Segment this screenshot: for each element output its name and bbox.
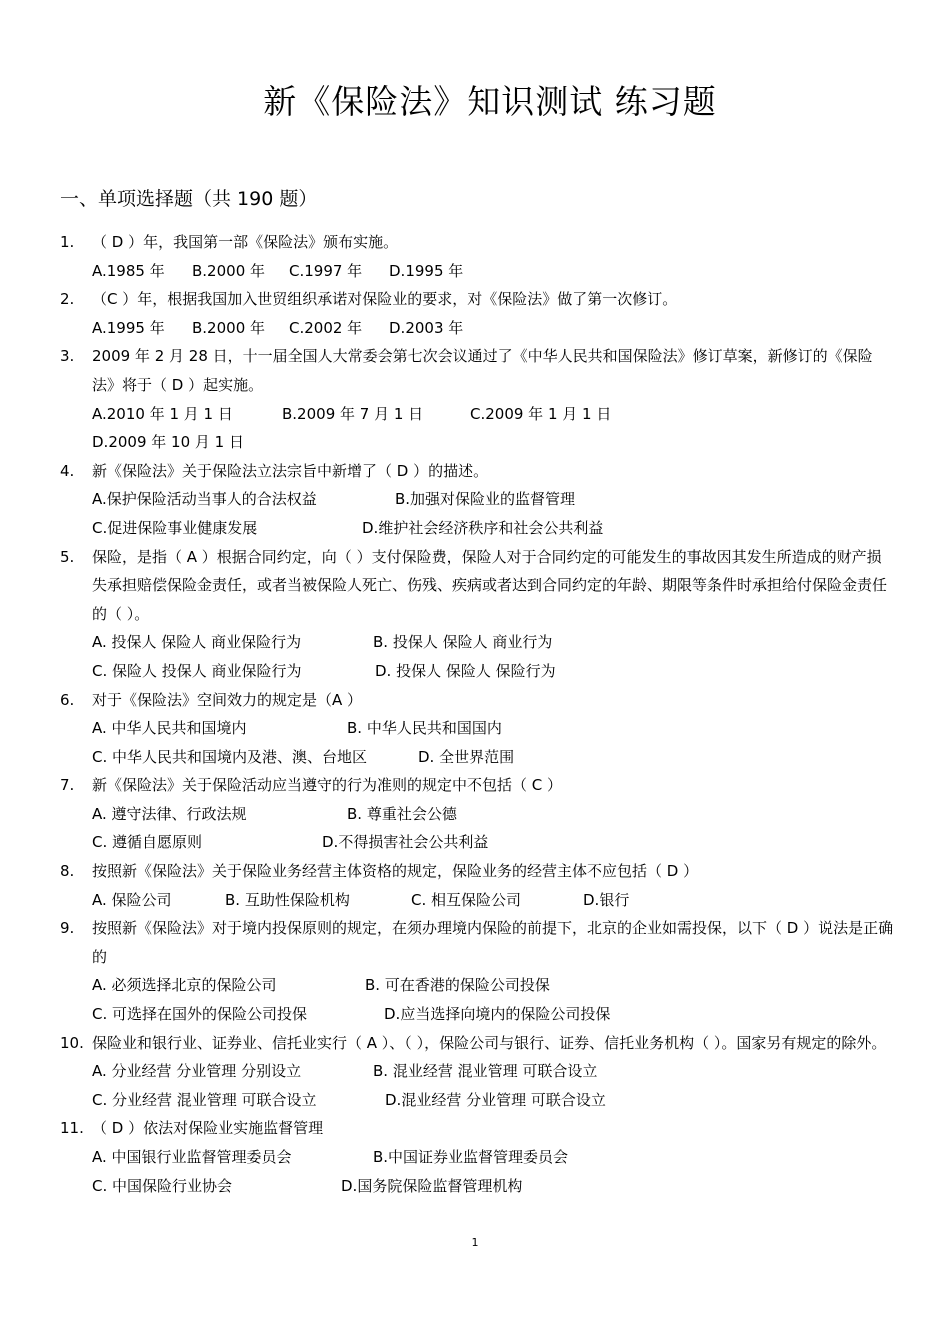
answer-option: D.银行 xyxy=(583,890,630,909)
option-row xyxy=(92,1143,895,1172)
question-number: 2. xyxy=(60,290,75,309)
answer-option: C. 保险人 投保人 商业保险行为 xyxy=(92,661,302,680)
answer-option: D.1995 年 xyxy=(389,261,464,280)
question-item xyxy=(60,1029,895,1115)
answer-option: C. 中国保险行业协会 xyxy=(92,1176,233,1195)
option-row xyxy=(92,743,895,772)
question-text: 按照新《保险法》对于境内投保原则的规定，在须办理境内保险的前提下，北京的企业如需投保，以下（ D ）说法是正确的 xyxy=(92,919,894,966)
answer-option: C. 可选择在国外的保险公司投保 xyxy=(92,1005,308,1024)
answer-option: B. 互助性保险机构 xyxy=(225,890,350,909)
answer-option: D.维护社会经济秩序和社会公共利益 xyxy=(362,518,604,537)
answer-option: A. 投保人 保险人 商业保险行为 xyxy=(92,633,302,652)
answer-option: B.2000 年 xyxy=(192,318,266,337)
answer-option: D.混业经营 分业管理 可联合设立 xyxy=(385,1090,606,1109)
page-number: 1 xyxy=(471,1236,479,1249)
answer-option: A.2010 年 1 月 1 日 xyxy=(92,404,233,423)
answer-option: B.2000 年 xyxy=(192,261,266,280)
answer-option: A. 必须选择北京的保险公司 xyxy=(92,976,277,995)
question-number: 7. xyxy=(60,776,75,795)
answer-option: A.1985 年 xyxy=(92,261,165,280)
question-text: （ D ）年，我国第一部《保险法》颁布实施。 xyxy=(92,233,399,251)
answer-option: B. 可在香港的保险公司投保 xyxy=(365,976,550,995)
question-text: 保险业和银行业、证券业、信托业实行（ A ）、（ ），保险公司与银行、证券、信托业务机构（ ）。国家另有规定的除外。 xyxy=(92,1033,887,1052)
question-item xyxy=(60,285,895,342)
option-row xyxy=(92,1086,895,1115)
question-item xyxy=(60,457,895,543)
question-item xyxy=(60,686,895,772)
question-number: 8. xyxy=(60,862,75,881)
answer-option: A.保护保险活动当事人的合法权益 xyxy=(92,490,317,509)
question-number: 11. xyxy=(60,1119,84,1138)
question-text: 对于《保险法》空间效力的规定是（A ） xyxy=(92,690,363,709)
answer-option: C. 相互保险公司 xyxy=(411,890,522,909)
answer-option: C.2009 年 1 月 1 日 xyxy=(470,404,612,423)
answer-option: B.加强对保险业的监督管理 xyxy=(395,490,576,509)
option-row xyxy=(92,428,895,457)
option-row xyxy=(92,1057,895,1086)
question-text: 新《保险法》关于保险活动应当遵守的行为准则的规定中不包括（ C ） xyxy=(92,776,563,795)
question-text: 保险，是指（ A ）根据合同约定，向（ ）支付保险费，保险人对于合同约定的可能发生的事故因其发生所造成的财产损失承担赔偿保险金责任，或者当被保险人死亡、伤残、疾病或者达到合同约定的年龄、期限等条件时承担给付保险金责任的（ ）。 xyxy=(92,547,888,623)
option-row xyxy=(92,800,895,829)
question-item xyxy=(60,1114,895,1200)
answer-option: A. 分业经营 分业管理 分别设立 xyxy=(92,1062,302,1081)
answer-option: B.中国证券业监督管理委员会 xyxy=(373,1148,569,1166)
option-row xyxy=(92,400,895,429)
answer-option: C. 遵循自愿原则 xyxy=(92,833,203,852)
question-number: 6. xyxy=(60,690,75,709)
question-list xyxy=(60,228,895,1200)
section-heading: 一、单项选择题（共 190 题） xyxy=(60,188,318,210)
answer-option: A. 中国银行业监督管理委员会 xyxy=(92,1148,292,1166)
question-number: 4. xyxy=(60,461,75,480)
question-text: （ D ）依法对保险业实施监督管理 xyxy=(92,1119,324,1138)
option-row xyxy=(92,257,895,286)
option-row xyxy=(92,714,895,743)
answer-option: A. 中华人民共和国境内 xyxy=(92,719,247,738)
answer-option: A. 保险公司 xyxy=(92,890,172,909)
question-number: 1. xyxy=(60,233,75,251)
option-row xyxy=(92,1000,895,1029)
option-row xyxy=(92,628,895,657)
question-item xyxy=(60,914,895,1028)
question-text: 新《保险法》关于保险法立法宗旨中新增了（ D ）的描述。 xyxy=(92,461,489,480)
option-row xyxy=(92,971,895,1000)
answer-option: B. 投保人 保险人 商业行为 xyxy=(373,633,553,652)
answer-option: A. 遵守法律、行政法规 xyxy=(92,804,247,823)
answer-option: C. 中华人民共和国境内及港、澳、台地区 xyxy=(92,747,368,766)
answer-option: B. 尊重社会公德 xyxy=(347,804,457,823)
answer-option: B. 混业经营 混业管理 可联合设立 xyxy=(373,1062,598,1081)
answer-option: D. 全世界范围 xyxy=(418,747,515,766)
question-item xyxy=(60,857,895,914)
question-text: 按照新《保险法》关于保险业务经营主体资格的规定，保险业务的经营主体不应包括（ D ） xyxy=(92,862,699,881)
question-text: （C ）年，根据我国加入世贸组织承诺对保险业的要求，对《保险法》做了第一次修订。 xyxy=(92,290,678,309)
option-row xyxy=(92,314,895,343)
answer-option: D.不得损害社会公共利益 xyxy=(322,833,489,852)
option-row xyxy=(92,828,895,857)
answer-option: C. 分业经营 混业管理 可联合设立 xyxy=(92,1090,317,1109)
option-row xyxy=(92,886,895,915)
question-number: 9. xyxy=(60,919,75,938)
option-row xyxy=(92,1172,895,1201)
option-row xyxy=(92,485,895,514)
question-text: 2009 年 2 月 28 日，十一届全国人大常委会第七次会议通过了《中华人民共和国保险法》修订草案，新修订的《保险法》将于（ D ）起实施。 xyxy=(92,347,873,394)
question-item xyxy=(60,228,895,285)
answer-option: A.1995 年 xyxy=(92,318,165,337)
answer-option: B. 中华人民共和国国内 xyxy=(347,719,502,738)
question-item xyxy=(60,543,895,686)
answer-option: D.2003 年 xyxy=(389,318,464,337)
option-row xyxy=(92,657,895,686)
question-item xyxy=(60,342,895,456)
document-title: 新《保险法》知识测试 练习题 xyxy=(263,82,717,121)
question-number: 10. xyxy=(60,1033,84,1052)
answer-option: D. 投保人 保险人 保险行为 xyxy=(375,661,556,680)
answer-option: C.2002 年 xyxy=(289,318,363,337)
answer-option: D.2009 年 10 月 1 日 xyxy=(92,433,244,452)
question-number: 3. xyxy=(60,347,75,366)
answer-option: B.2009 年 7 月 1 日 xyxy=(282,404,424,423)
option-row xyxy=(92,514,895,543)
question-number: 5. xyxy=(60,547,75,566)
answer-option: C.1997 年 xyxy=(289,261,363,280)
answer-option: D.国务院保险监督管理机构 xyxy=(341,1176,523,1195)
question-item xyxy=(60,771,895,857)
answer-option: D.应当选择向境内的保险公司投保 xyxy=(384,1005,611,1024)
answer-option: C.促进保险事业健康发展 xyxy=(92,518,258,537)
